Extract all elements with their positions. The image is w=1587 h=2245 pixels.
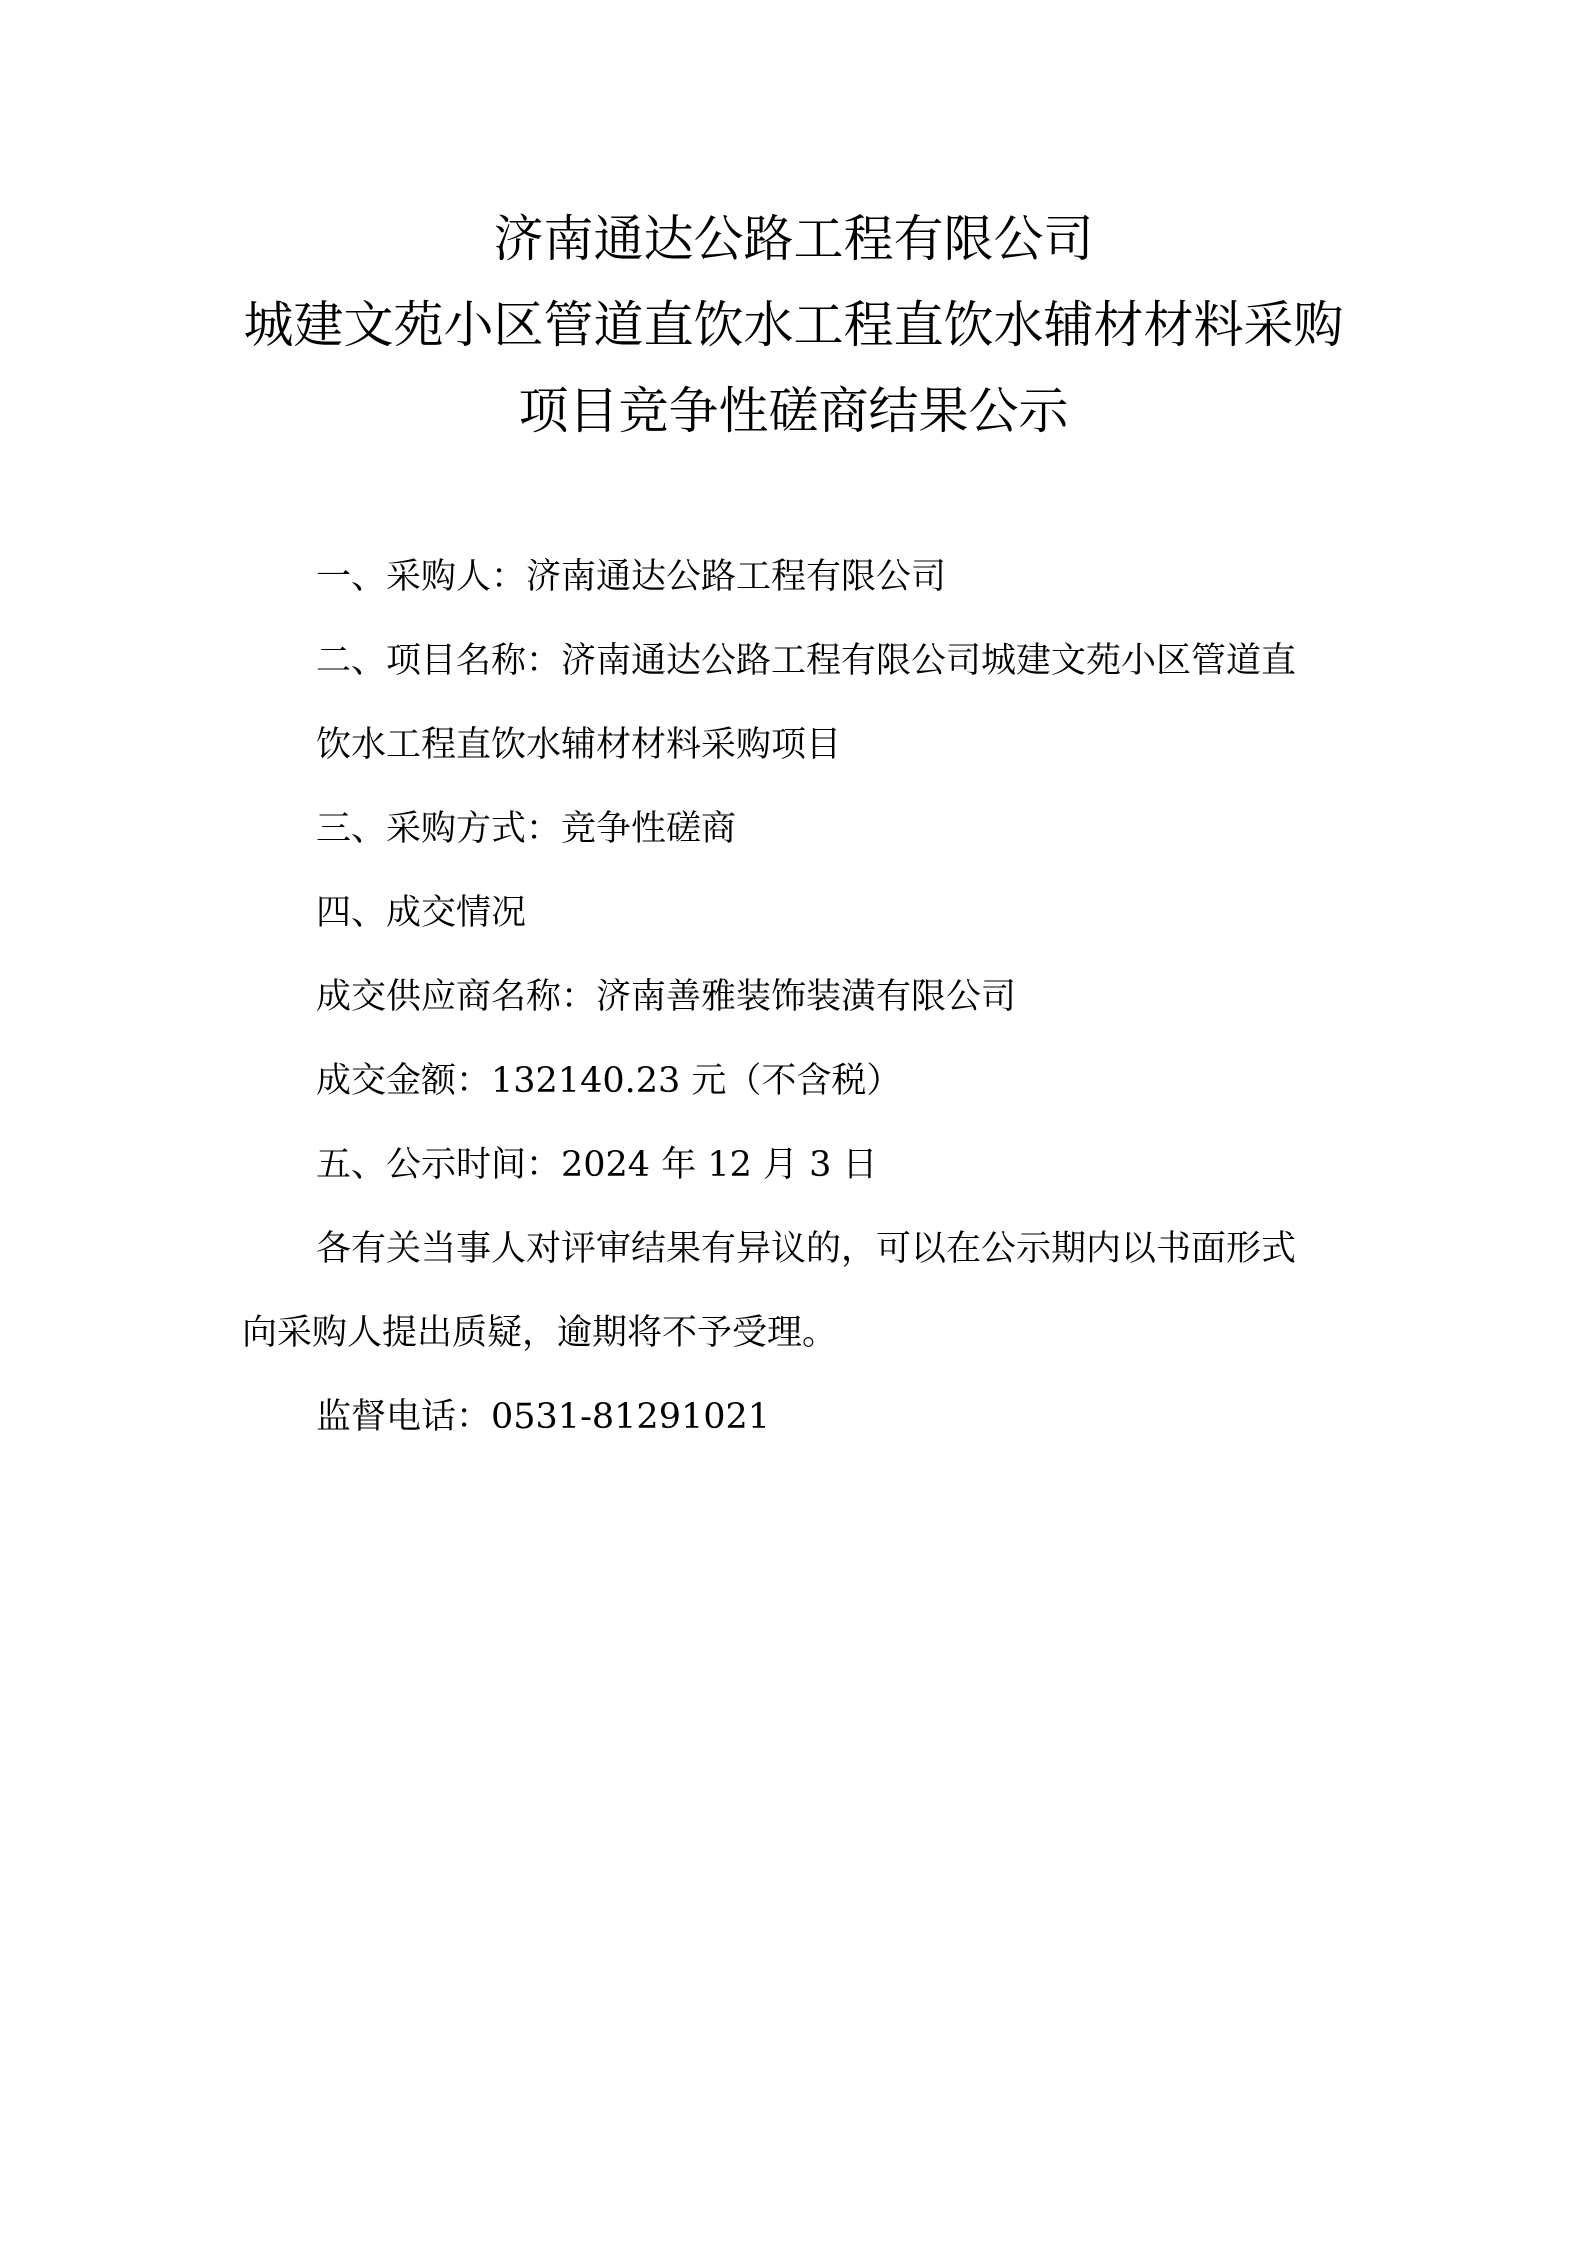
title-line-announcement: 项目竞争性磋商结果公示 [518, 382, 1069, 440]
document-title [150, 196, 1437, 454]
project-name-continuation: 饮水工程直饮水辅材材料采购项目 [316, 725, 842, 765]
project-name-paragraph: 二、项目名称：济南通达公路工程有限公司城建文苑小区管道直 [316, 641, 1297, 681]
procurement-method-paragraph: 三、采购方式：竞争性磋商 [316, 809, 737, 849]
purchaser-paragraph: 一、采购人：济南通达公路工程有限公司 [316, 557, 947, 597]
objection-continuation: 向采购人提出质疑，逾期将不予受理。 [242, 1313, 838, 1353]
deal-status-heading: 四、成交情况 [316, 893, 527, 933]
supervision-phone-paragraph: 监督电话：0531-81291021 [316, 1397, 771, 1437]
announcement-date-paragraph: 五、公示时间：2024 年 12 月 3 日 [316, 1145, 878, 1185]
deal-amount-paragraph: 成交金额：132140.23 元（不含税） [316, 1061, 902, 1101]
supplier-name-paragraph: 成交供应商名称：济南善雅装饰装潢有限公司 [316, 977, 1017, 1017]
objection-paragraph: 各有关当事人对评审结果有异议的，可以在公示期内以书面形式 [316, 1229, 1297, 1269]
title-line-company: 济南通达公路工程有限公司 [493, 210, 1094, 268]
document-body [242, 535, 1362, 1459]
title-line-project: 城建文苑小区管道直饮水工程直饮水辅材材料采购 [243, 296, 1344, 354]
